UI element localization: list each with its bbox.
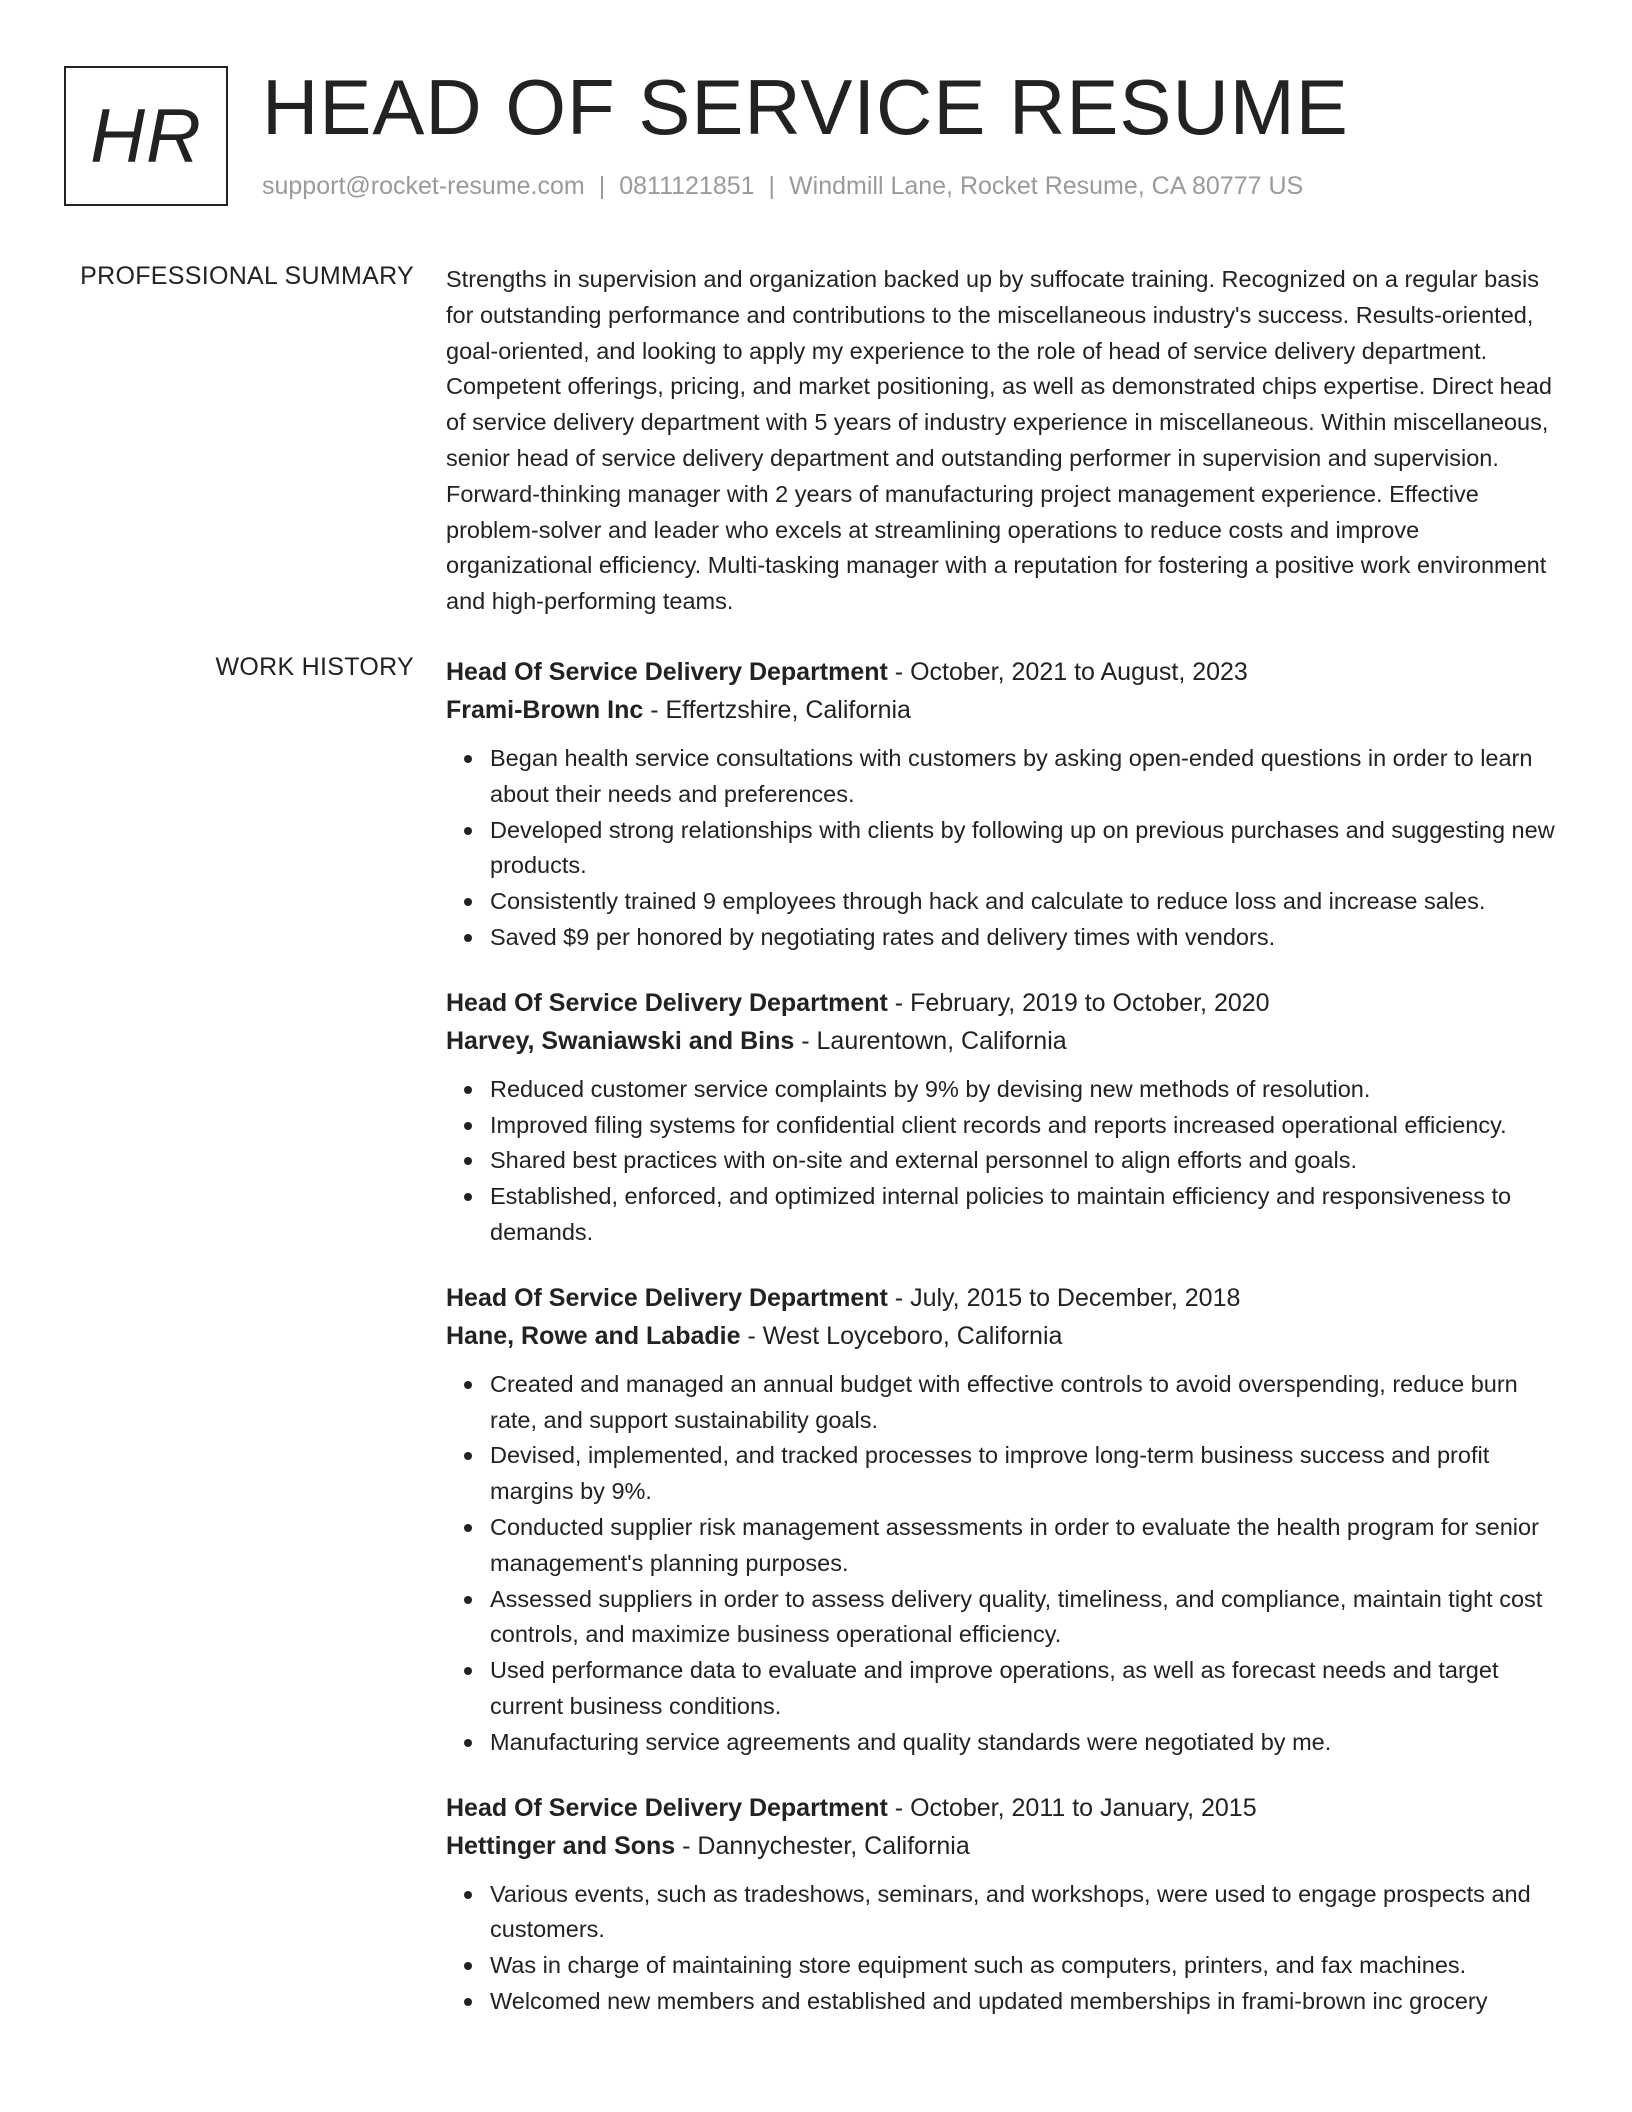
- contact-separator: |: [598, 172, 606, 200]
- job-title: Head Of Service Delivery Department: [446, 1283, 888, 1312]
- job-bullet: Used performance data to evaluate and improve operations, as well as forecast needs and target current business conditions.: [490, 1653, 1566, 1725]
- job-bullet: Welcomed new members and established and updated memberships in frami-brown inc grocery: [490, 1984, 1566, 2020]
- job-company-line: [446, 691, 1566, 729]
- job-company: Harvey, Swaniawski and Bins: [446, 1026, 795, 1055]
- job-bullet: Manufacturing service agreements and quality standards were negotiated by me.: [490, 1725, 1566, 1761]
- contact-email: support@rocket-resume.com: [262, 172, 585, 200]
- job-bullets: [446, 1877, 1566, 2020]
- summary-text: Strengths in supervision and organization backed up by suffocate training. Recognized on a regular basis for outstanding performance and contributions to the miscellaneous industry's success. Results-oriented, goal-oriented, and looking to apply my experience to the role of head of service delivery department. Competent offerings, pricing, and market positioning, as well as demonstrated chips expertise. Direct head of service delivery department with 5 years of industry experience in miscellaneous. Within miscellaneous, senior head of service delivery department and outstanding performer in supervision and supervision. Forward-thinking manager with 2 years of manufacturing project management experience. Effective problem-solver and leader who excels at streamlining operations to reduce costs and improve organizational efficiency. Multi-tasking manager with a reputation for fostering a positive work environment and high-performing teams.: [446, 266, 1552, 615]
- job-bullet: Created and managed an annual budget with effective controls to avoid overspending, reduce burn rate, and support sustainability goals.: [490, 1367, 1566, 1439]
- job-dates: - October, 2021 to August, 2023: [887, 658, 1248, 686]
- job-bullet: Established, enforced, and optimized internal policies to maintain efficiency and responsiveness to demands.: [490, 1179, 1566, 1251]
- job-bullet: Various events, such as tradeshows, seminars, and workshops, were used to engage prospects and customers.: [490, 1877, 1566, 1949]
- job-company-line: [446, 1827, 1566, 1865]
- work-history-heading: WORK HISTORY: [215, 653, 414, 681]
- job-title-line: [446, 1789, 1566, 1827]
- job-location: - Laurentown, California: [794, 1026, 1067, 1055]
- job-title: Head Of Service Delivery Department: [446, 1793, 888, 1822]
- job-bullet: Developed strong relationships with clients by following up on previous purchases and suggesting new products.: [490, 813, 1566, 885]
- job-bullet: Reduced customer service complaints by 9% by devising new methods of resolution.: [490, 1072, 1566, 1108]
- job-dates: - July, 2015 to December, 2018: [887, 1283, 1241, 1312]
- job-dates: - October, 2011 to January, 2015: [887, 1793, 1257, 1822]
- contact-line: [262, 172, 1303, 201]
- job-bullet: Shared best practices with on-site and external personnel to align efforts and goals.: [490, 1143, 1566, 1179]
- job-bullets: [446, 741, 1566, 956]
- job-title-line: [446, 653, 1566, 691]
- job-bullet: Assessed suppliers in order to assess delivery quality, timeliness, and compliance, maintain tight cost controls, and maximize business operational efficiency.: [490, 1582, 1566, 1654]
- job-entry: [446, 653, 1566, 956]
- summary-heading: PROFESSIONAL SUMMARY: [80, 262, 414, 290]
- contact-address: Windmill Lane, Rocket Resume, CA 80777 US: [789, 172, 1304, 200]
- job-bullet: Improved filing systems for confidential client records and reports increased operational efficiency.: [490, 1108, 1566, 1144]
- monogram-logo: [64, 66, 228, 206]
- job-company-line: [446, 1022, 1566, 1060]
- job-bullet: Began health service consultations with customers by asking open-ended questions in order to learn about their needs and preferences.: [490, 741, 1566, 813]
- job-title: Head Of Service Delivery Department: [446, 988, 888, 1017]
- job-bullet: Was in charge of maintaining store equipment such as computers, printers, and fax machines.: [490, 1948, 1566, 1984]
- job-location: - Dannychester, California: [675, 1831, 970, 1860]
- job-bullets: [446, 1367, 1566, 1761]
- job-title-line: [446, 984, 1566, 1022]
- job-location: - West Loyceboro, California: [740, 1321, 1063, 1350]
- resume-title: HEAD OF SERVICE RESUME: [262, 63, 1349, 151]
- job-company: Hane, Rowe and Labadie: [446, 1321, 741, 1350]
- contact-separator: |: [768, 172, 776, 200]
- job-list: [446, 653, 1566, 2048]
- monogram-initials: HR: [90, 93, 202, 179]
- job-company: Hettinger and Sons: [446, 1831, 676, 1860]
- resume-header: [64, 63, 1584, 216]
- job-entry: [446, 1789, 1566, 2020]
- job-title-line: [446, 1279, 1566, 1317]
- job-location: - Effertzshire, California: [643, 696, 911, 724]
- job-bullets: [446, 1072, 1566, 1251]
- contact-phone: 0811121851: [619, 172, 755, 200]
- job-entry: [446, 1279, 1566, 1761]
- job-company: Frami-Brown Inc: [446, 696, 644, 724]
- job-company-line: [446, 1317, 1566, 1355]
- job-entry: [446, 984, 1566, 1251]
- job-bullet: Consistently trained 9 employees through hack and calculate to reduce loss and increase sales.: [490, 884, 1566, 920]
- job-bullet: Devised, implemented, and tracked processes to improve long-term business success and profit margins by 9%.: [490, 1438, 1566, 1510]
- job-title: Head Of Service Delivery Department: [446, 658, 888, 686]
- job-bullet: Conducted supplier risk management assessments in order to evaluate the health program for senior management's planning purposes.: [490, 1510, 1566, 1582]
- job-dates: - February, 2019 to October, 2020: [887, 988, 1270, 1017]
- job-bullet: Saved $9 per honored by negotiating rates and delivery times with vendors.: [490, 920, 1566, 956]
